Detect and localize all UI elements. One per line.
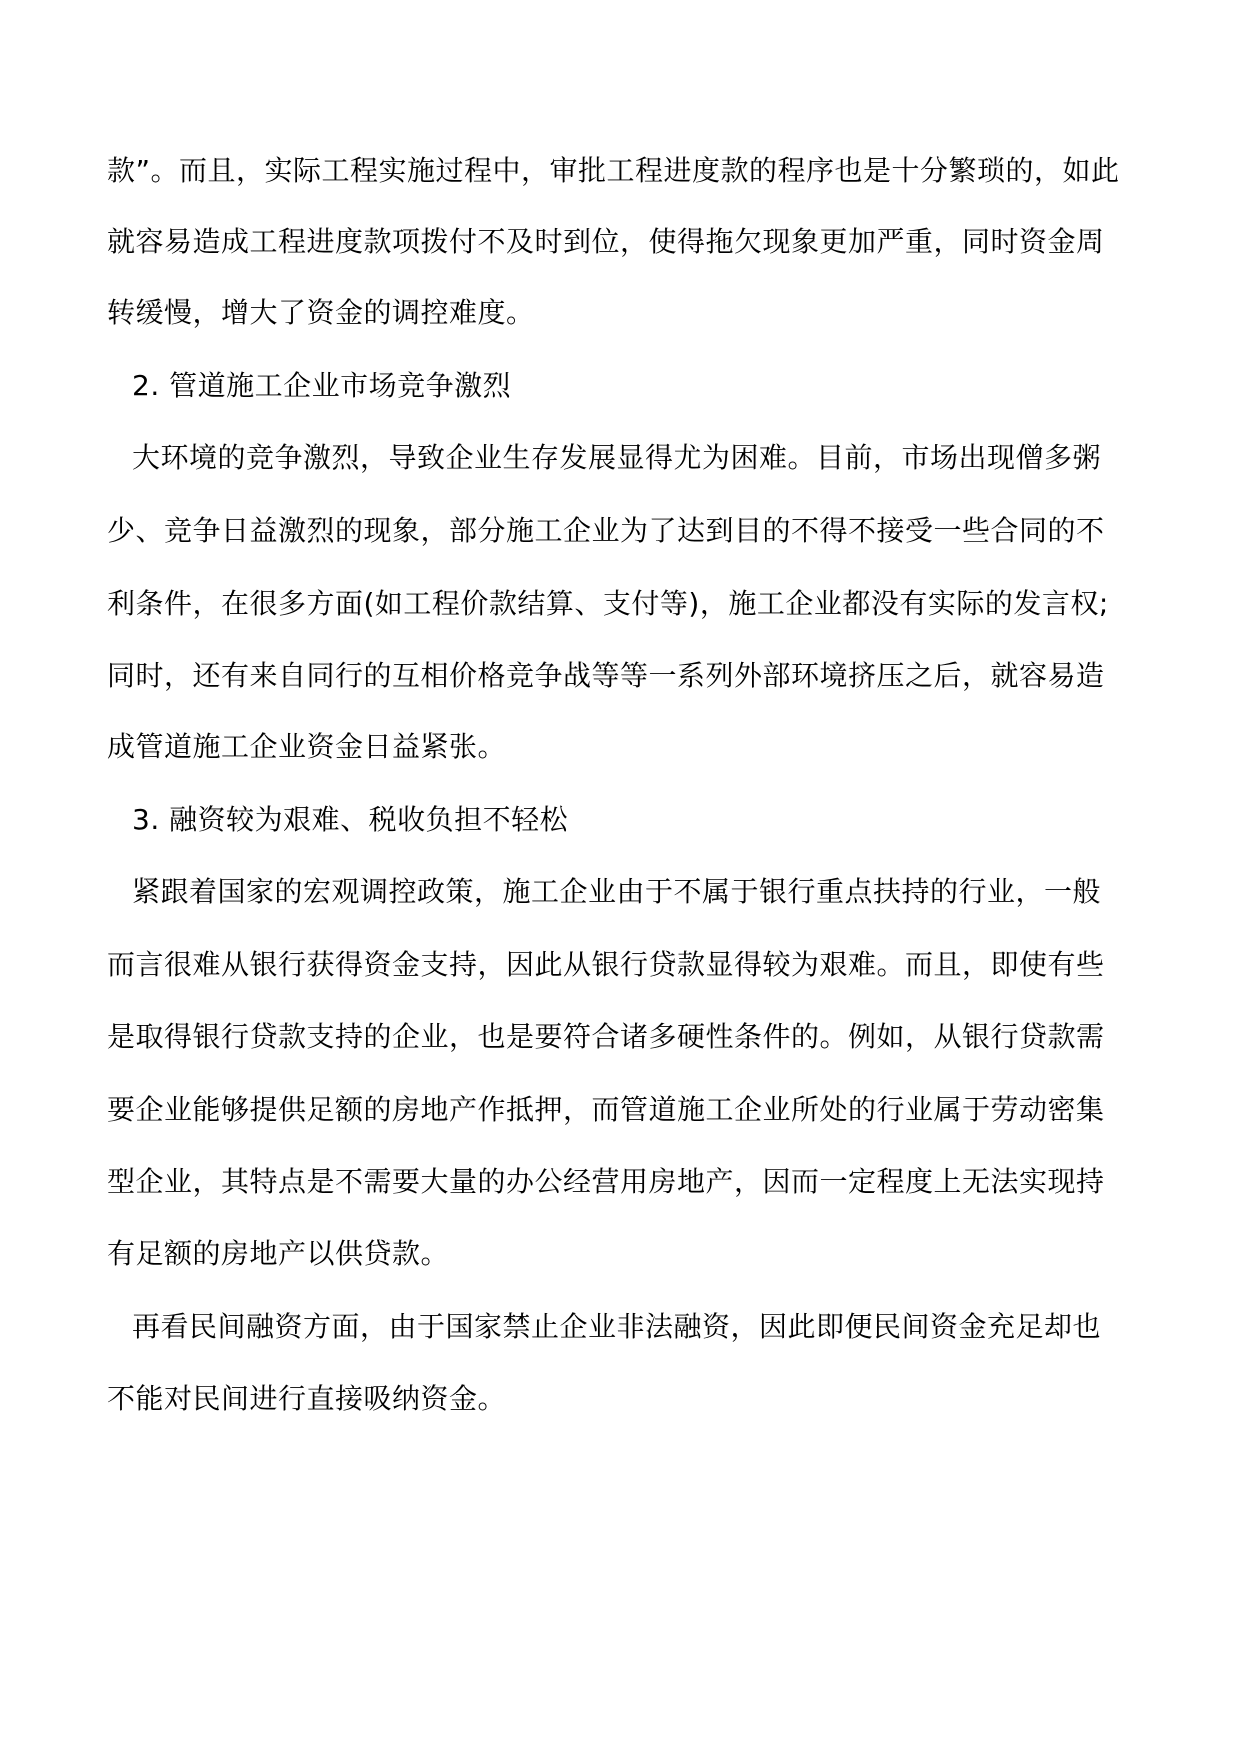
paragraph-line: 是取得银行贷款支持的企业，也是要符合诸多硬性条件的。例如，从银行贷款需 [107,1020,1105,1053]
section-heading: 2. 管道施工企业市场竞争激烈 [132,369,512,402]
paragraph-line: 要企业能够提供足额的房地产作抵押，而管道施工企业所处的行业属于劳动密集 [107,1093,1105,1126]
paragraph-line: 转缓慢，增大了资金的调控难度。 [107,296,535,329]
paragraph-line: 型企业，其特点是不需要大量的办公经营用房地产，因而一定程度上无法实现持 [107,1165,1105,1198]
paragraph-line: 有足额的房地产以供贷款。 [107,1237,450,1270]
section-heading: 3. 融资较为艰难、税收负担不轻松 [132,803,569,836]
paragraph-line: 大环境的竞争激烈，导致企业生存发展显得尤为困难。目前，市场出现僧多粥 [132,441,1102,474]
paragraph-line: 就容易造成工程进度款项拨付不及时到位，使得拖欠现象更加严重，同时资金周 [107,225,1105,258]
paragraph-line: 再看民间融资方面，由于国家禁止企业非法融资，因此即便民间资金充足却也 [132,1310,1102,1343]
paragraph-line: 利条件，在很多方面(如工程价款结算、支付等)，施工企业都没有实际的发言权; [107,587,1109,620]
paragraph-line: 成管道施工企业资金日益紧张。 [107,730,507,763]
paragraph-line: 款”。而且，实际工程实施过程中，审批工程进度款的程序也是十分繁琐的，如此 [107,154,1120,187]
paragraph-line: 同时，还有来自同行的互相价格竞争战等等一系列外部环境挤压之后，就容易造 [107,659,1105,692]
paragraph-line: 紧跟着国家的宏观调控政策，施工企业由于不属于银行重点扶持的行业，一般 [132,875,1102,908]
paragraph-line: 而言很难从银行获得资金支持，因此从银行贷款显得较为艰难。而且，即使有些 [107,948,1105,981]
paragraph-line: 少、竞争日益激烈的现象，部分施工企业为了达到目的不得不接受一些合同的不 [107,514,1105,547]
paragraph-line: 不能对民间进行直接吸纳资金。 [107,1382,507,1415]
